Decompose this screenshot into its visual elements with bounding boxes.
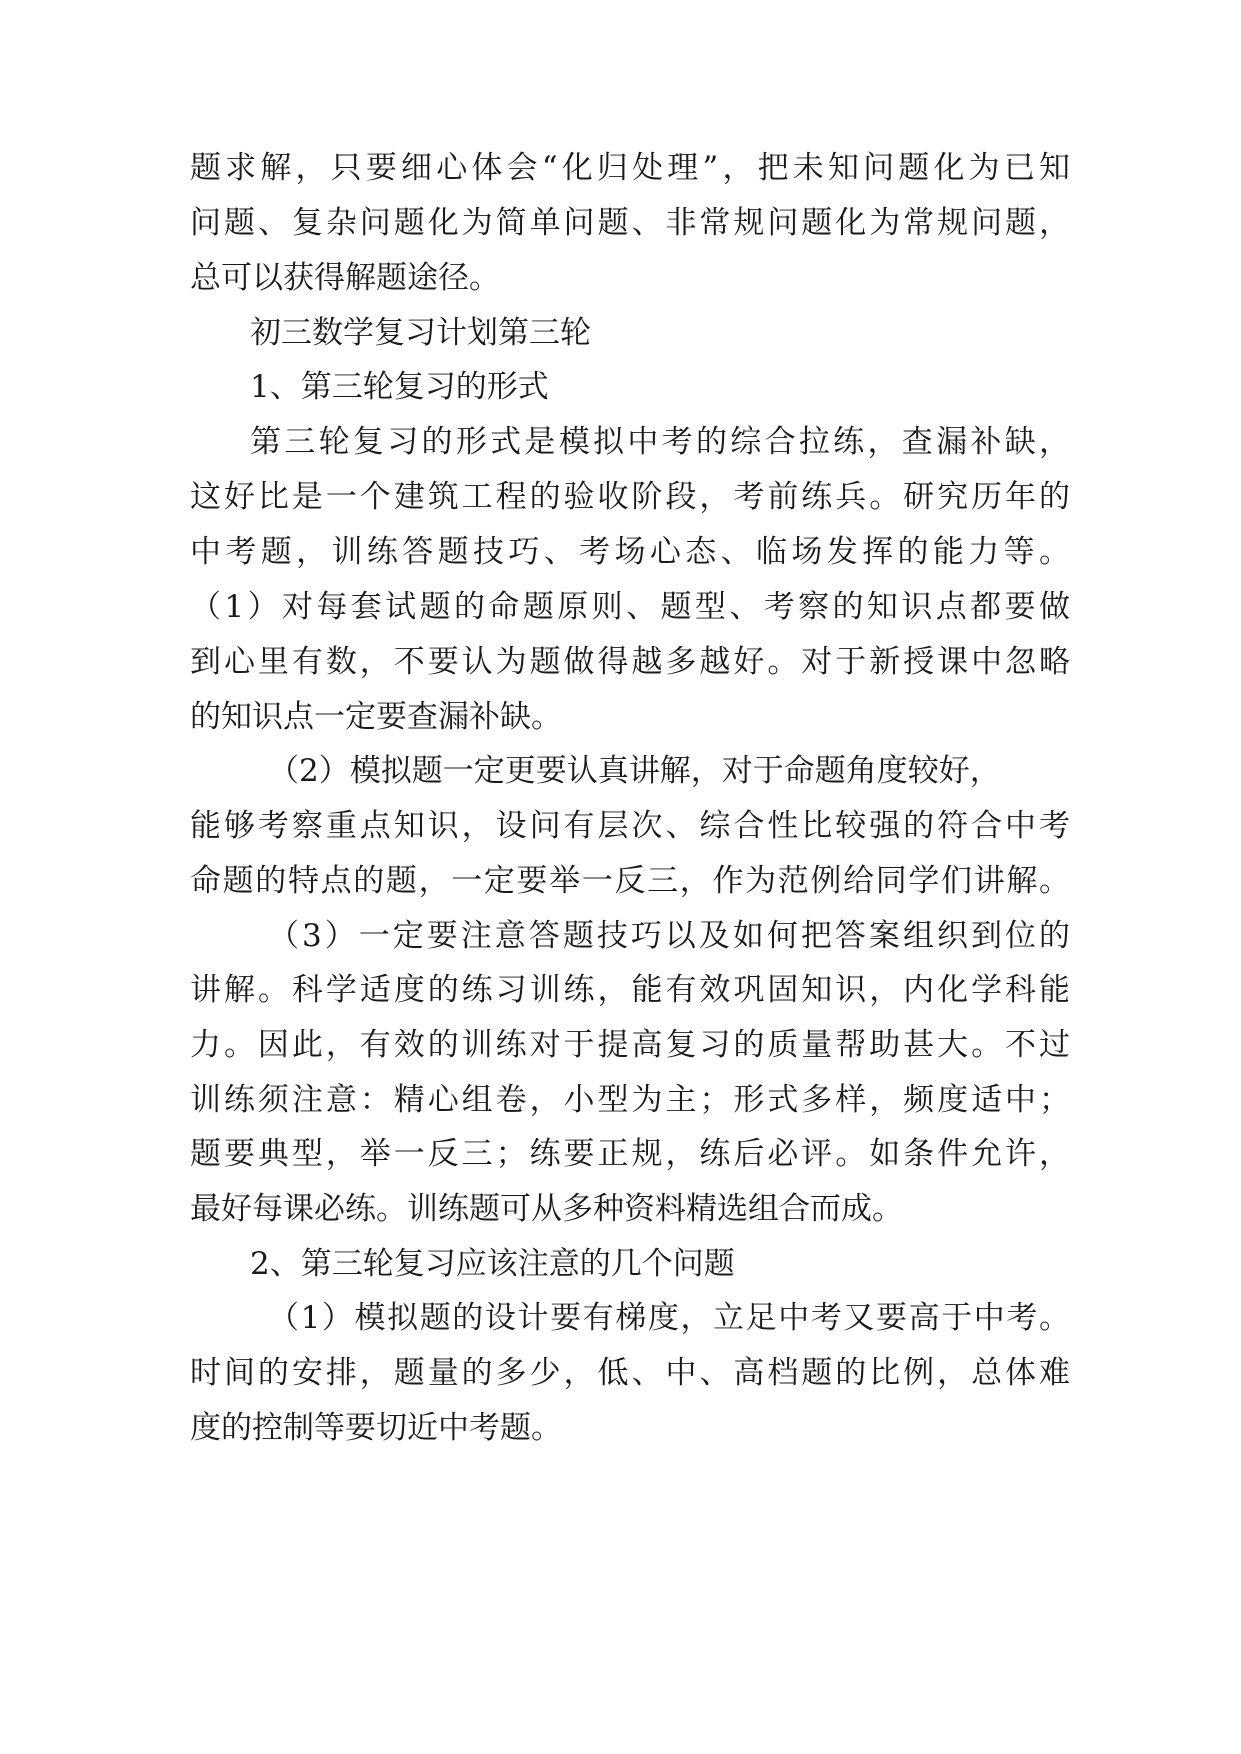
text-line: 命题的特点的题，一定要举一反三，作为范例给同学们讲解。: [190, 863, 1070, 899]
text-line: 能够考察重点知识，设问有层次、综合性比较强的符合中考: [190, 808, 1070, 844]
text-line: 时间的安排，题量的多少，低、中、高档题的比例，总体难: [190, 1355, 1070, 1391]
text-line: 题要典型，举一反三；练要正规，练后必评。如条件允许，: [190, 1136, 1070, 1172]
text-line: 中考题，训练答题技巧、考场心态、临场发挥的能力等。: [190, 534, 1070, 570]
text-line: 总可以获得解题途径。: [190, 260, 500, 296]
text-line: 题求解，只要细心体会“化归处理”，把未知问题化为已知: [190, 150, 1070, 186]
text-line: 这好比是一个建筑工程的验收阶段，考前练兵。研究历年的: [190, 479, 1070, 515]
text-line: （1）模拟题的设计要有梯度，立足中考又要高于中考。: [268, 1300, 1070, 1336]
text-line: 最好每课必练。训练题可从多种资料精选组合而成。: [190, 1191, 903, 1227]
section-heading: 初三数学复习计划第三轮: [250, 315, 591, 351]
text-line: 讲解。科学适度的练习训练，能有效巩固知识，内化学科能: [190, 972, 1070, 1008]
text-line: 训练须注意：精心组卷，小型为主；形式多样，频度适中；: [190, 1082, 1070, 1118]
subsection-heading: 1、第三轮复习的形式: [250, 369, 549, 405]
text-line: 问题、复杂问题化为简单问题、非常规问题化为常规问题，: [190, 205, 1070, 241]
text-line: 力。因此，有效的训练对于提高复习的质量帮助甚大。不过: [190, 1027, 1070, 1063]
text-line: 第三轮复习的形式是模拟中考的综合拉练，查漏补缺，: [250, 424, 1070, 460]
subsection-heading: 2、第三轮复习应该注意的几个问题: [250, 1246, 735, 1282]
text-line: （1）对每套试题的命题原则、题型、考察的知识点都要做: [190, 589, 1070, 625]
text-line: （3）一定要注意答题技巧以及如何把答案组织到位的: [268, 918, 1070, 954]
text-line: 度的控制等要切近中考题。: [190, 1410, 562, 1446]
text-line: 的知识点一定要查漏补缺。: [190, 699, 562, 735]
text-line: 到心里有数，不要认为题做得越多越好。对于新授课中忽略: [190, 644, 1070, 680]
text-line: （2）模拟题一定更要认真讲解，对于命题角度较好，: [268, 753, 1001, 789]
